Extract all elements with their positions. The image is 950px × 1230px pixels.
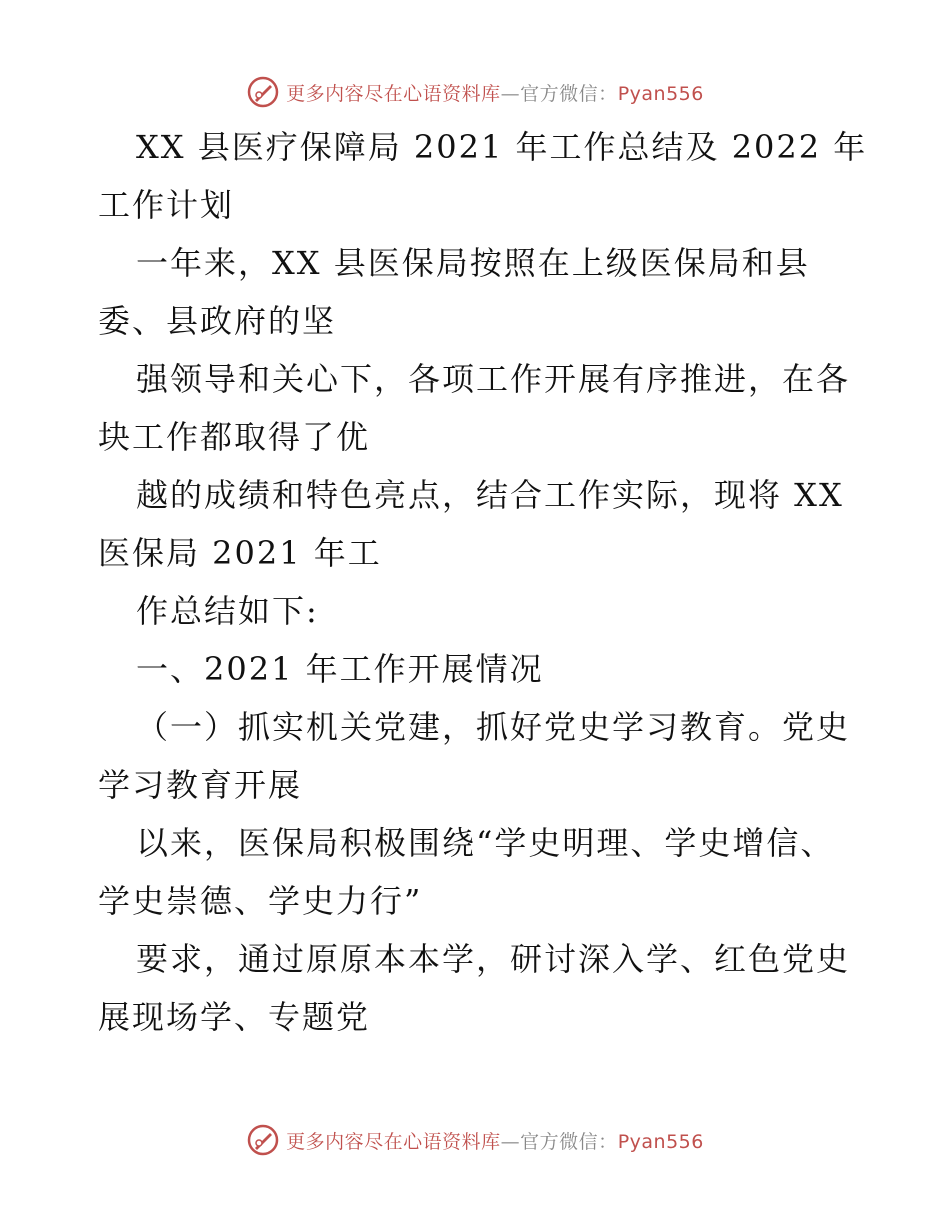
paragraph-line: 展现场学、专题党	[98, 998, 371, 1036]
watermark-separator: —	[500, 1130, 521, 1153]
paragraph-line: 委、县政府的坚	[98, 302, 337, 340]
watermark-site-text: 更多内容尽在心语资料库	[286, 82, 501, 105]
paragraph-line: 工作计划	[98, 186, 235, 224]
footer-watermark	[0, 1120, 950, 1160]
paragraph-line: 以来，医保局积极围绕“学史明理、学史增信、	[136, 824, 835, 862]
watermark-text	[286, 1127, 704, 1154]
watermark-site-text: 更多内容尽在心语资料库	[286, 1130, 501, 1153]
watermark-handle: Pyan556	[617, 1130, 704, 1153]
paragraph-line: 越的成绩和特色亮点，结合工作实际，现将 XX	[136, 476, 844, 514]
quill-circle-logo-icon	[246, 1123, 280, 1157]
watermark-handle: Pyan556	[617, 82, 704, 105]
paragraph-line: 要求，通过原原本本学，研讨深入学、红色党史	[136, 940, 851, 978]
paragraph-line: 学史崇德、学史力行”	[98, 882, 423, 920]
paragraph-line: 医保局 2021 年工	[98, 534, 382, 572]
paragraph-line: 学习教育开展	[98, 766, 303, 804]
watermark-label: 官方微信：	[520, 82, 618, 105]
watermark-label: 官方微信：	[520, 1130, 618, 1153]
header-watermark	[0, 72, 950, 112]
paragraph-line: 块工作都取得了优	[98, 418, 371, 456]
watermark-text	[286, 79, 704, 106]
watermark-separator: —	[500, 82, 521, 105]
paragraph-line: 一、2021 年工作开展情况	[136, 650, 544, 688]
paragraph-line: 强领导和关心下，各项工作开展有序推进，在各	[136, 360, 851, 398]
paragraph-line: 作总结如下:	[136, 592, 319, 630]
quill-circle-logo-icon	[246, 75, 280, 109]
paragraph-line: （一）抓实机关党建，抓好党史学习教育。党史	[136, 708, 851, 746]
document-body	[98, 118, 868, 1046]
paragraph-line: 一年来，XX 县医保局按照在上级医保局和县	[136, 244, 810, 282]
paragraph-line: XX 县医疗保障局 2021 年工作总结及 2022 年	[136, 128, 868, 166]
